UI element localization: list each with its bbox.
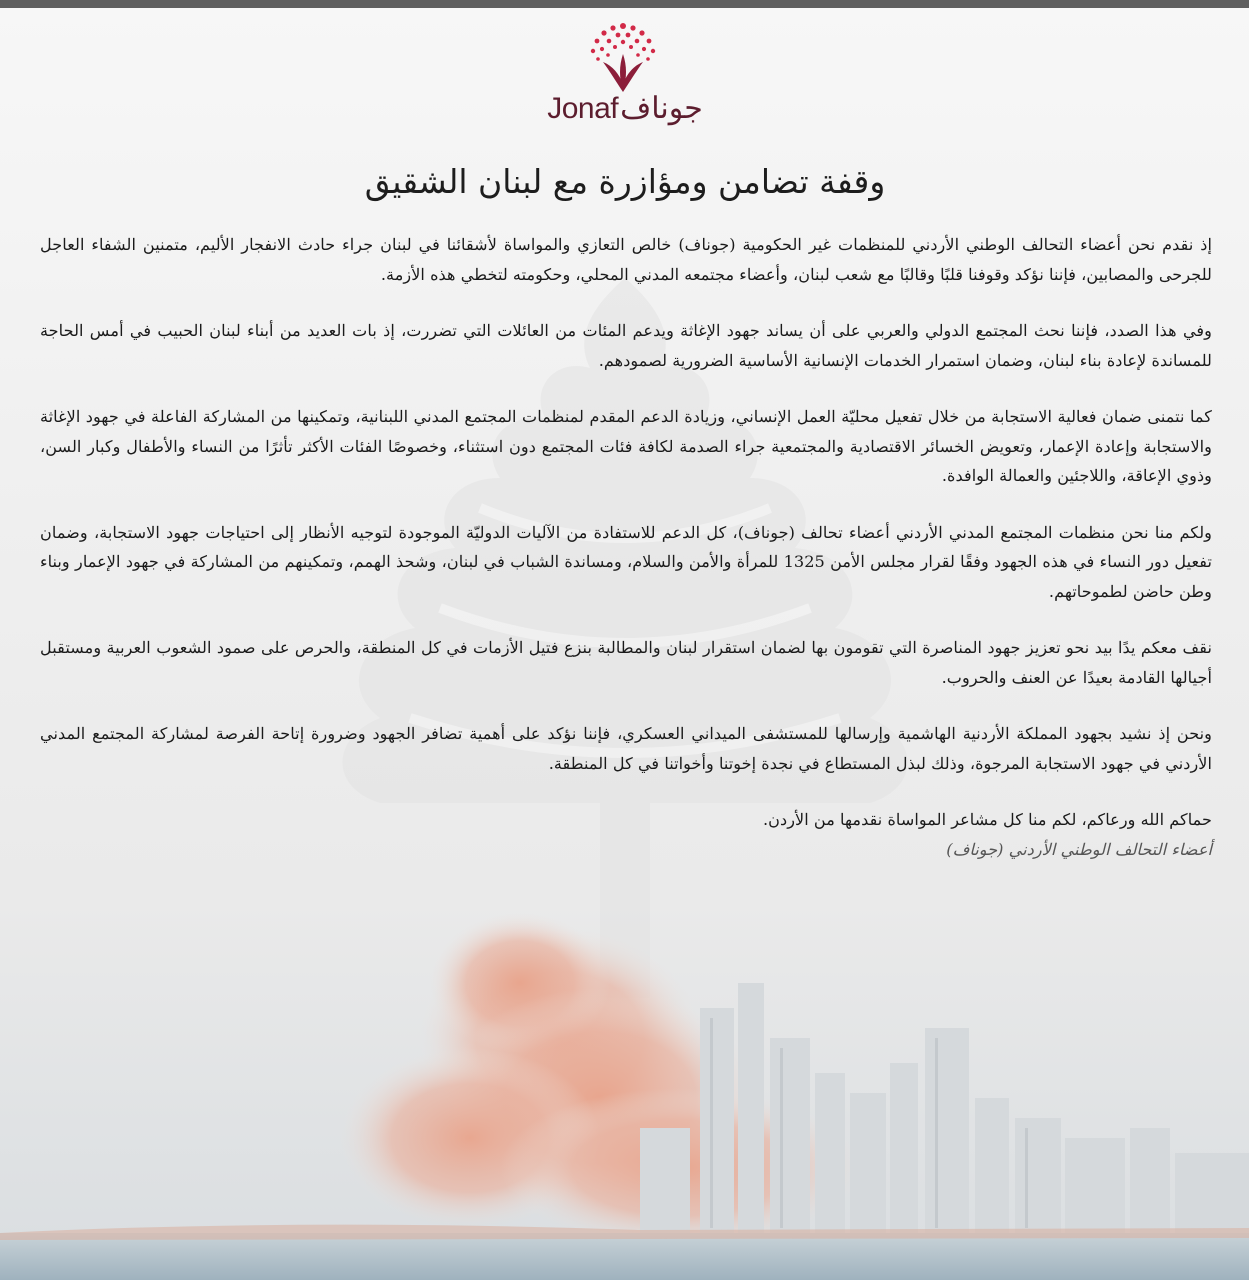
signature: أعضاء التحالف الوطني الأردني (جوناف) <box>946 839 1212 859</box>
paragraph: كما نتمنى ضمان فعالية الاستجابة من خلال تفعيل محليّة العمل الإنساني، وزيادة الدعم المقدم لمنظمات المجتمع المدني اللبنانية، وتمكينها من المشاركة الفاعلة في جهود الإغاثة والاستجابة وإعادة الإعمار، وتعويض الخسائر الاقتصادية والمجتمعية جراء الصدمة لكافة فئات المجتمع دون استثناء، وخصوصًا الفئات الأكثر تأثرًا من النساء والأطفال وكبار السن، وذوي الإعاقة، واللاجئين والعمالة الوافدة. <box>40 407 1212 485</box>
flower-logo-icon <box>585 20 661 96</box>
jonaf-logo <box>540 20 710 125</box>
logo-name-latin: Jonaf <box>547 92 619 125</box>
paragraph: وفي هذا الصدد، فإننا نحث المجتمع الدولي والعربي على أن يساند جهود الإغاثة ويدعم المئات من العائلات التي تضررت، إذ بات العديد من أبناء لبنان الحبيب في أمس الحاجة للمساندة لإعادة بناء لبنان، وضمان استمرار الخدمات الإنسانية الأساسية الضرورية لصمودهم. <box>40 321 1212 370</box>
logo-name-arabic: جوناف <box>620 92 703 125</box>
paragraph: إذ نقدم نحن أعضاء التحالف الوطني الأردني للمنظمات غير الحكومية (جوناف) خالص التعازي والمواساة لأشقائنا في لبنان جراء حادث الانفجار الأليم، متمنين الشفاء العاجل للجرحى والمصابين، فإننا نؤكد وقوفنا قلبًا وقالبًا مع شعب لبنان، وأعضاء مجتمعه المدني المحلي، وحكومته لتخطي هذه الأزمة. <box>40 235 1212 284</box>
closing-line: حماكم الله ورعاكم، لكم منا كل مشاعر المواساة نقدمها من الأردن. <box>762 810 1212 829</box>
page-title: وقفة تضامن ومؤازرة مع لبنان الشقيق <box>364 162 886 201</box>
paragraph: ونحن إذ نشيد بجهود المملكة الأردنية الهاشمية وإرسالها للمستشفى الميداني العسكري، فإننا نؤكد على أهمية تضافر الجهود وضرورة إتاحة الفرصة لمشاركة المجتمع المدني الأردني في جهود الاستجابة المرجوة، وذلك لبذل المستطاع في نجدة إخوتنا وأخواتنا في كل المنطقة. <box>40 724 1212 773</box>
statement-body <box>40 230 1212 864</box>
paragraph: نقف معكم يدًا بيد نحو تعزيز جهود المناصرة التي تقومون بها لضمان استقرار لبنان والمطالبة بنزع فتيل الأزمات في كل المنطقة، والحرص على صمود الشعوب العربية ومستقبل أجيالها القادمة بعيدًا عن العنف والحروب. <box>40 638 1212 687</box>
top-border <box>0 0 1249 8</box>
logo-wordmark <box>540 94 710 124</box>
beirut-skyline-illustration <box>0 888 1249 1280</box>
paragraph: ولكم منا نحن منظمات المجتمع المدني الأردني أعضاء تحالف (جوناف)، كل الدعم للاستفادة من الآليات الدوليّة الموجودة لتوجيه الأنظار إلى احتياجات جهود الاستجابة، وضمان تفعيل دور النساء في هذه الجهود وفقًا لقرار مجلس الأمن 1325 للمرأة والأمن والسلام، ومساندة الشباب في لبنان، وشحذ الهمم، وتمكينهم من المشاركة في جهود الإعمار وبناء وطن حاضن لطموحاتهم. <box>40 522 1213 601</box>
